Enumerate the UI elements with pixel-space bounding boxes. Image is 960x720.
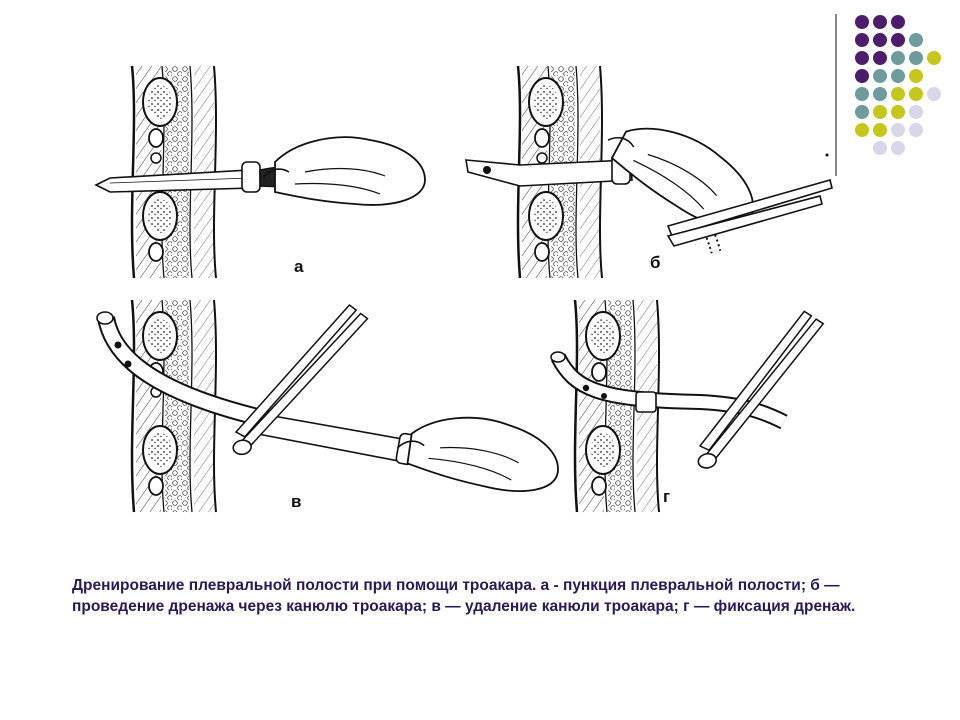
panel-b: [466, 66, 832, 278]
panel-label-c: в: [291, 492, 302, 511]
figure-caption: Дренирование плевральной полости при помощи троакара. а - пункция плевральной полости; б — проведение дренажа через канюлю троакара; в — удаление канюли троакара; г — фиксация дренаж.: [72, 577, 856, 615]
panel-c: [97, 300, 564, 512]
panel-a: [96, 66, 425, 278]
panel-d: [551, 300, 848, 512]
panel-label-d: г: [663, 487, 671, 506]
panel-label-b: б: [650, 253, 661, 272]
panel-label-a: а: [294, 257, 304, 276]
